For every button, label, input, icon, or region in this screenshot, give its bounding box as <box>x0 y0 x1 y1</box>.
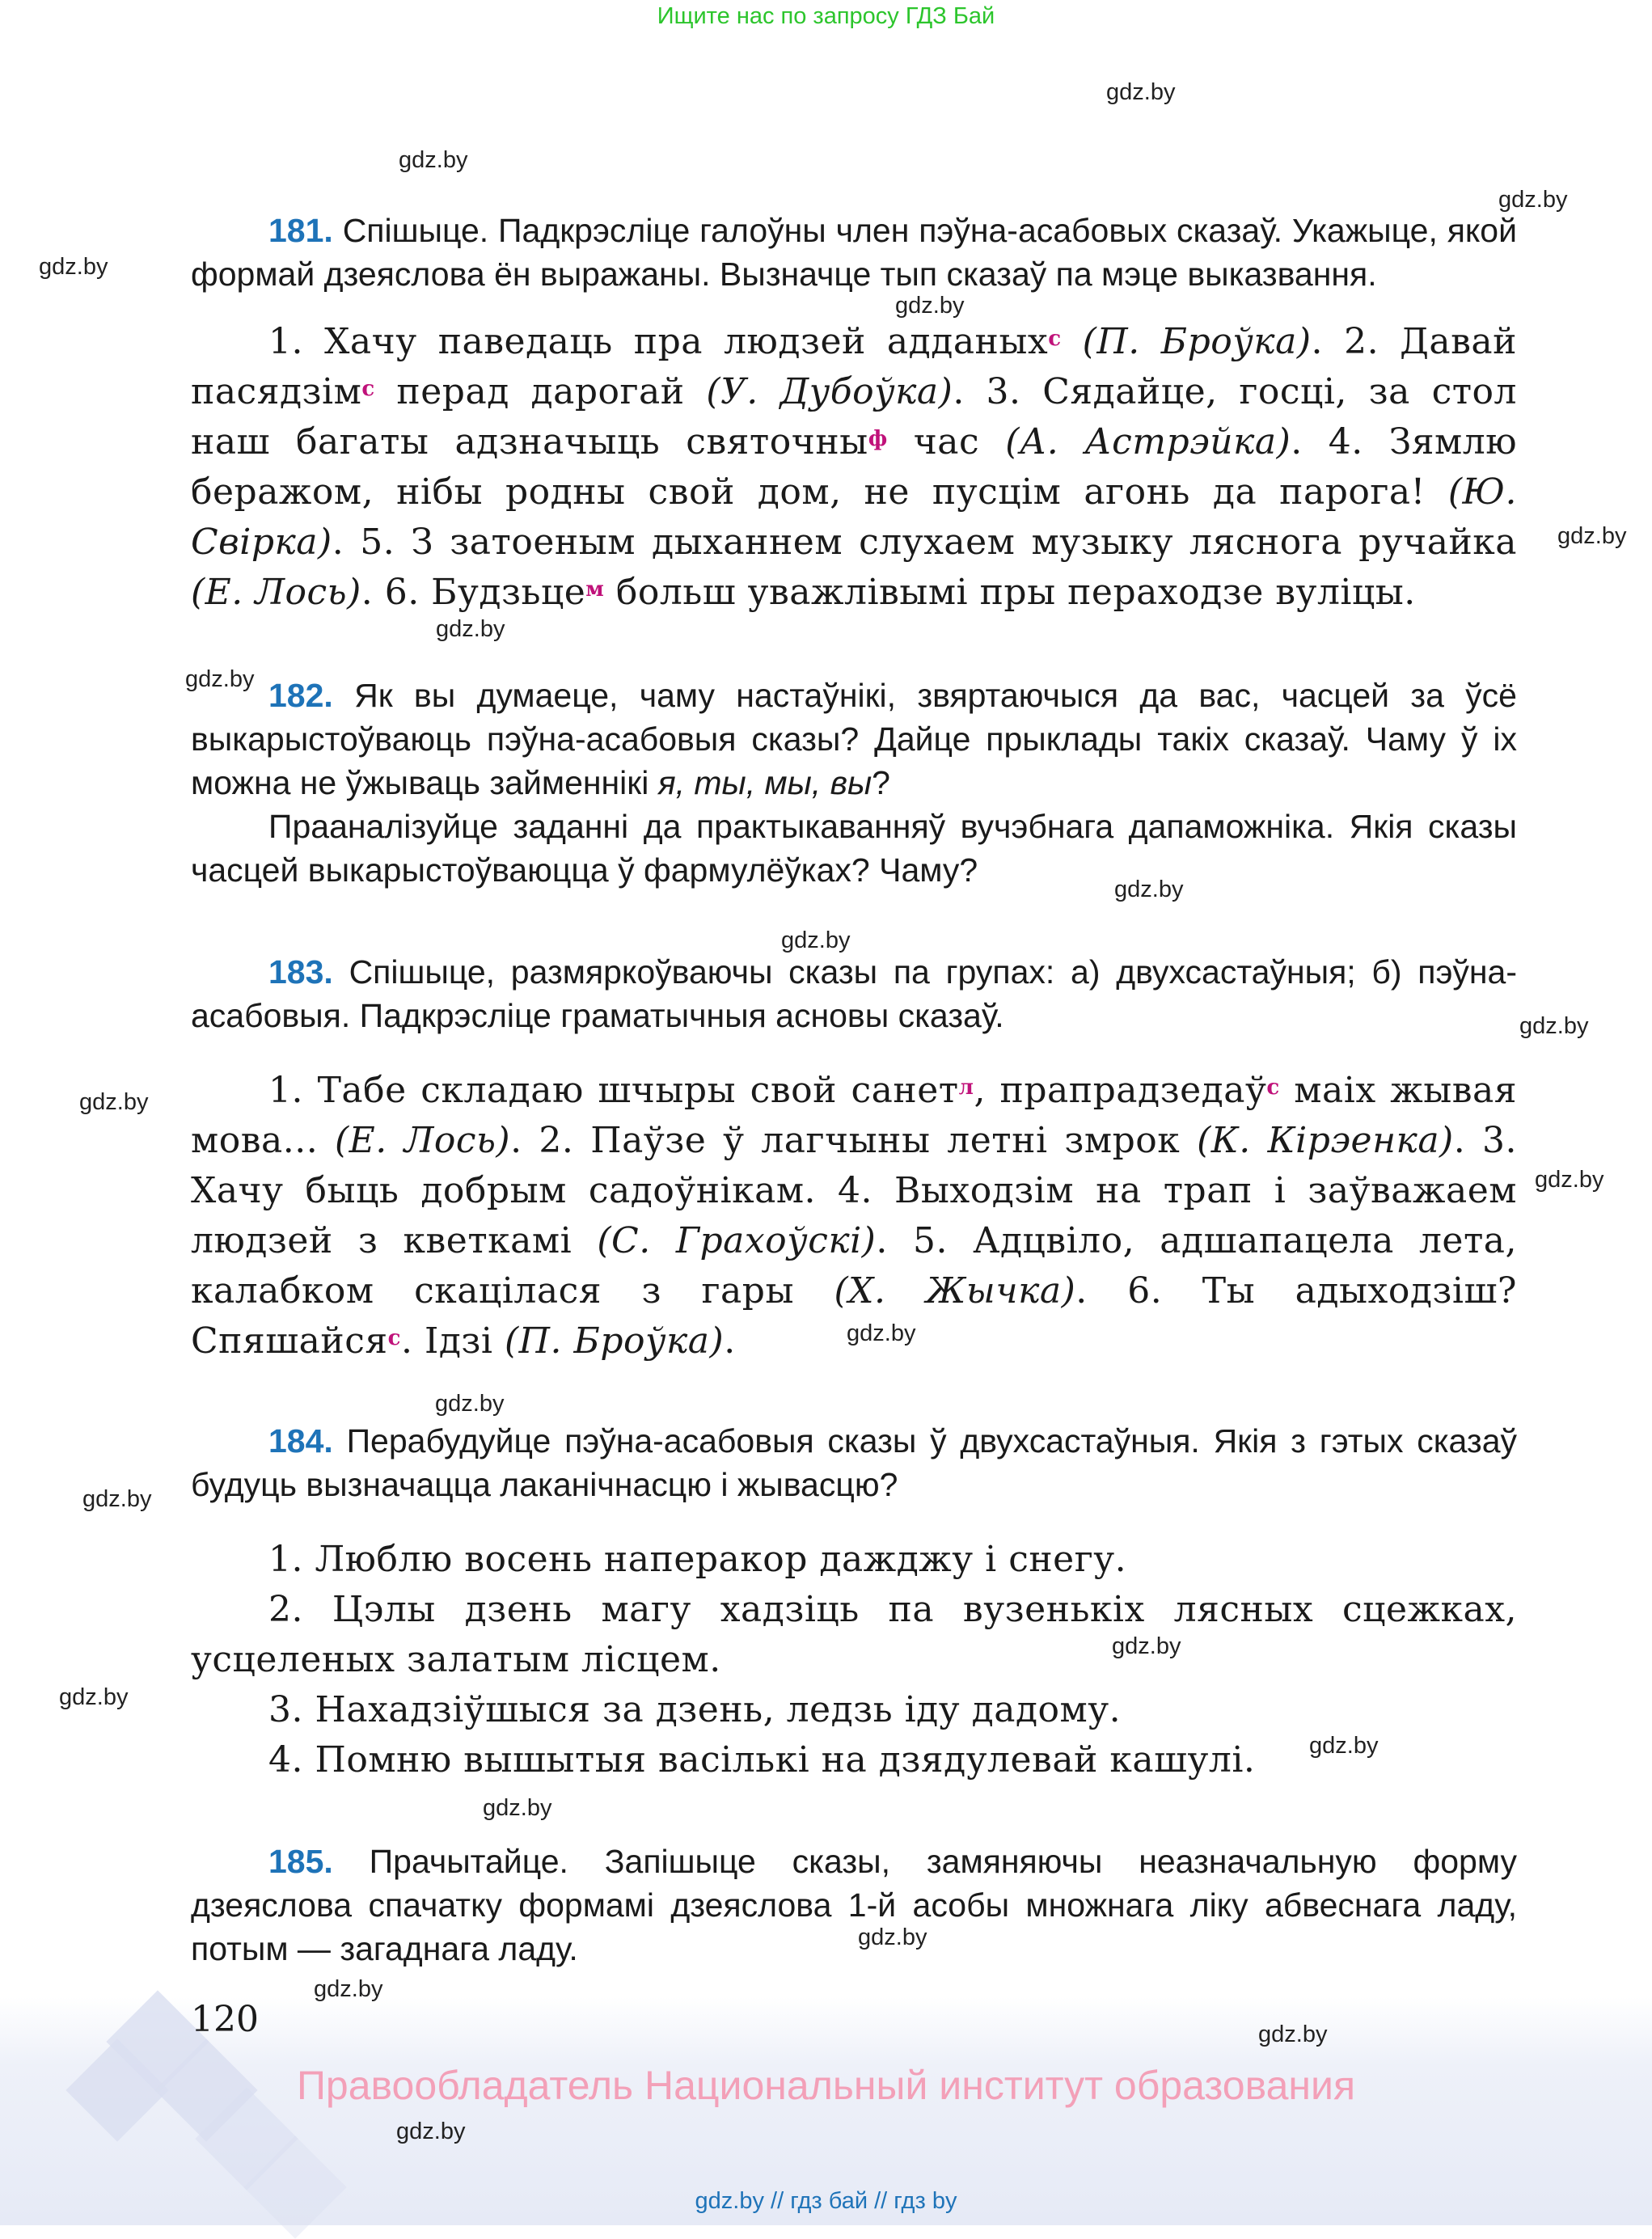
watermark: gdz.by <box>1114 877 1184 902</box>
watermark: gdz.by <box>79 1089 149 1115</box>
footnote-mark: л <box>958 1075 974 1100</box>
sentence-text: 1. Табе складаю шчыры свой санет <box>268 1070 959 1111</box>
footnote-mark: ф <box>868 427 888 451</box>
footnote-mark: с <box>1266 1075 1280 1100</box>
footnote-mark: с <box>361 377 375 401</box>
sentence-text: . <box>724 1320 736 1362</box>
task-183-exercise <box>191 1066 1517 1367</box>
page-number: 120 <box>191 1999 259 2040</box>
author: (К. Кірэенка) <box>1197 1120 1454 1161</box>
list-item: 2. Цэлы дзень магу хадзіць па вузенькіх лясных сцежках, усцеленых залатым лісцем. <box>191 1589 1517 1680</box>
sentence-text: . 2. Давай пасядзім <box>191 321 1517 412</box>
watermark: gdz.by <box>435 1391 505 1417</box>
sentence-text: . 5. З затоеным дыханнем слухаем музыку ляснога ручайка <box>332 522 1517 563</box>
sentence-text: , прапрадзедаў <box>974 1070 1267 1111</box>
watermark: gdz.by <box>1106 79 1176 105</box>
watermark: gdz.by <box>858 1924 927 1950</box>
bottom-links[interactable]: gdz.by // гдз бай // гдз by <box>695 2188 957 2214</box>
watermark: gdz.by <box>1498 187 1568 213</box>
watermark: gdz.by <box>396 2119 466 2144</box>
sentence-text: . 4. Зямлю беражом, нібы родны свой дом, не пусцім агонь да парога! <box>191 421 1517 513</box>
task-182 <box>191 674 1517 892</box>
watermark: gdz.by <box>483 1795 552 1821</box>
author: (П. Броўка) <box>1061 321 1312 362</box>
watermark: gdz.by <box>1309 1733 1379 1759</box>
sentence-text: больш уважлівымі пры пераходзе вуліцы. <box>604 572 1416 613</box>
sentence-text: 1. Хачу паведаць пра людзей адданых <box>268 321 1049 362</box>
task-181-instruction <box>191 209 1517 296</box>
sentence-text: маіх жывая мова... <box>191 1070 1518 1161</box>
watermark: gdz.by <box>1557 523 1627 549</box>
copyright-holder: Правообладатель Национальный институт образования <box>296 2063 1356 2108</box>
task-text: Прааналізуйце заданні да практыкаванняў вучэбнага дапаможніка. Якія сказы часцей выкарыстоўваюцца ў фармулёўках? Чаму? <box>191 808 1517 889</box>
author: (С. Грахоўскі) <box>597 1220 877 1261</box>
watermark: gdz.by <box>436 616 505 642</box>
task-184-list <box>191 1535 1517 1785</box>
sentence-text: . 2. Паўзе ў лагчыны летні змрок <box>510 1120 1198 1161</box>
author: (Х. Жычка) <box>834 1270 1076 1312</box>
task-184-instruction <box>191 1419 1517 1506</box>
footnote-mark: м <box>585 577 605 602</box>
sentence-text: час <box>887 421 1006 463</box>
pronouns: я, ты, мы, вы <box>657 764 872 801</box>
sentence-text: . 3. Хачу быць добрым садоўнікам. 4. Выходзім на трап і заўважаем людзей з кветкамі <box>191 1120 1518 1261</box>
task-text: Спішыце. Падкрэсліце галоўны член пэўна-асабовых сказаў. Укажыце, якой формай дзеяслова ён выражаны. Вызначце тып сказаў па мэце выказвання. <box>191 212 1517 293</box>
author: (А. Астрэйка) <box>1005 421 1291 463</box>
sentence-text: . 6. Будзьце <box>361 572 586 613</box>
watermark: gdz.by <box>1112 1633 1181 1659</box>
task-183-instruction <box>191 950 1517 1037</box>
task-181-exercise <box>191 317 1517 618</box>
footnote-mark: с <box>387 1326 401 1350</box>
watermark: gdz.by <box>1535 1167 1604 1193</box>
sentence-text: . 3. Сядайце, госці, за стол наш багаты адзначыць святочны <box>191 371 1517 463</box>
list-item: 4. Помню вышытыя васількі на дзядулевай кашулі. <box>268 1739 1256 1781</box>
sentence-text: . Ідзі <box>400 1320 505 1362</box>
task-text: ? <box>872 764 890 801</box>
watermark: gdz.by <box>847 1320 916 1346</box>
task-text: Спішыце, размяркоўваючы сказы па групах: а) двухсастаўныя; б) пэўна-асабовыя. Падкрэсліце граматычныя асновы сказаў. <box>191 953 1517 1034</box>
watermark: gdz.by <box>59 1684 129 1710</box>
watermark: gdz.by <box>1519 1013 1589 1039</box>
task-number: 184. <box>268 1422 333 1460</box>
task-text: Як вы думаеце, чаму настаўнікі, звяртаючыся да вас, часцей за ўсё выкарыстоўваюць пэўна-асабовыя сказы? Дайце прыклады такіх сказаў. Чаму ў іх можна не ўжываць займеннікі <box>191 677 1517 801</box>
watermark: gdz.by <box>185 666 255 692</box>
task-number: 182. <box>268 677 333 714</box>
watermark: gdz.by <box>399 147 468 173</box>
sentence-text: перад дарогай <box>374 371 707 412</box>
top-banner[interactable]: Ищите нас по запросу ГДЗ Бай <box>657 3 995 29</box>
task-185 <box>191 1840 1517 1971</box>
watermark: gdz.by <box>1258 2021 1328 2047</box>
author: (У. Дубоўка) <box>706 371 953 412</box>
task-number: 183. <box>268 953 333 991</box>
task-text: Прачытайце. Запішыце сказы, замяняючы неазначальную форму дзеяслова спачатку формамі дзеяслова 1-й асобы множнага ліку абвеснага ладу, потым — загаднага ладу. <box>191 1843 1517 1967</box>
watermark: gdz.by <box>781 927 851 953</box>
task-number: 185. <box>268 1843 333 1880</box>
author: (П. Броўка) <box>504 1320 725 1362</box>
watermark: gdz.by <box>314 1976 383 2002</box>
sentence-text: . 5. Адцвіло, адшапацела лета, калабком скацілася з гары <box>191 1220 1518 1312</box>
list-item: 1. Люблю восень наперакор дажджу і снегу. <box>268 1539 1127 1580</box>
task-number: 181. <box>268 212 333 249</box>
watermark: gdz.by <box>895 293 965 319</box>
watermark: gdz.by <box>39 254 108 280</box>
sentence-text: . 6. Ты адыходзіш? Спяшайся <box>191 1270 1517 1362</box>
task-text: Перабудуйце пэўна-асабовыя сказы ў двухсастаўныя. Якія з гэтых сказаў будуць вызначацца лаканічнасцю і жывасцю? <box>191 1422 1517 1503</box>
author: (Ю. Свірка) <box>191 471 1517 563</box>
author: (Е. Лось) <box>335 1120 511 1161</box>
author: (Е. Лось) <box>191 572 361 613</box>
list-item: 3. Нахадзіўшыся за дзень, ледзь іду дадому. <box>268 1689 1122 1730</box>
watermark: gdz.by <box>82 1486 152 1512</box>
footnote-mark: с <box>1048 327 1062 351</box>
